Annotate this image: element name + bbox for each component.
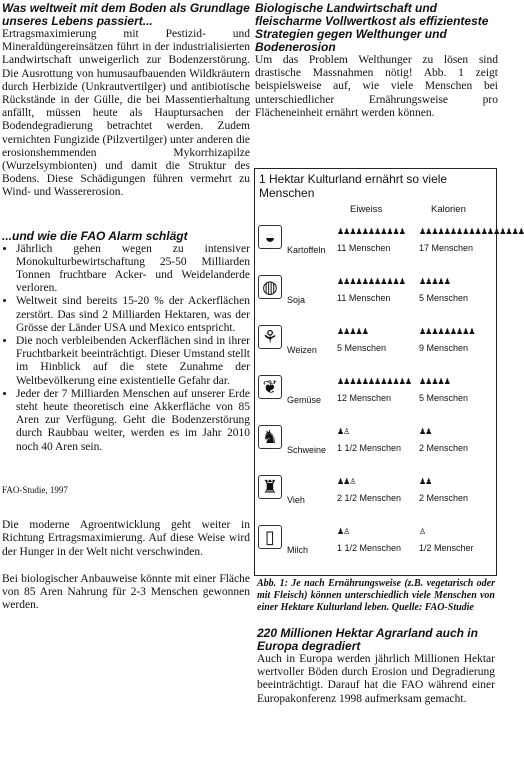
milk-icon: ▯ bbox=[258, 525, 282, 549]
table-row bbox=[255, 271, 496, 319]
row-label: Weizen bbox=[287, 345, 317, 355]
table-row bbox=[255, 371, 496, 419]
list-item: • Die noch verbleibenden Ackerflächen sind in ihrer Fruchtbarkeit beeinträchtigt. Dieser Umstand stellt im Hinblick auf die stete Zunahme der Weltbevölkerung eine existentielle Gefahr dar. bbox=[16, 335, 250, 388]
heading-bio-strategy: Biologische Landwirtschaft und fleischarme Vollwertkost als effizienteste Strategien gegen Welthunger und Bodenerosion bbox=[255, 1, 489, 54]
pig-icon: ♞ bbox=[258, 425, 282, 449]
paragraph-europe: Auch in Europa werden jährlich Millionen Hektar wertvoller Böden durch Erosion und Degradierung beeinträchtigt. Darauf hat die FAO während einer Europakonferenz 1998 aufmerksam gemacht. bbox=[257, 653, 495, 705]
paragraph-hunger: Um das Problem Welthunger zu lösen sind drastische Massnahmen nötig! Abb. 1 zeigt beispielsweise auf, wie viele Menschen bei unterschiedlicher Ernährungsweise pro Flächeneinheit ernährt werden können. bbox=[255, 54, 498, 119]
table-row bbox=[255, 521, 496, 569]
figure-title: 1 Hektar Kulturland ernährt so viele Menschen bbox=[259, 172, 448, 200]
heading-soil: Was weltweit mit dem Boden als Grundlage unseres Lebens passiert... bbox=[2, 1, 250, 28]
soy-icon: ◍ bbox=[258, 275, 282, 299]
calorie-value: 5 Menschen bbox=[419, 293, 469, 303]
table-row bbox=[255, 471, 496, 519]
list-item: • Jährlich gehen wegen zu intensiver Monokulturbewirtschaftung 25-50 Milliarden Tonnen fruchtbare Acker- und Weidelanderde verloren. bbox=[16, 243, 250, 296]
protein-people-icons: ♟♟♙ bbox=[337, 477, 356, 486]
protein-value: 12 Menschen bbox=[337, 393, 392, 403]
row-label: Milch bbox=[287, 545, 309, 555]
figure-caption: Abb. 1: Je nach Ernährungsweise (z.B. vegetarisch oder mit Fleisch) können unterschiedlich viele Menschen von einer Hektare Kulturland leben. Quelle: FAO-Studie bbox=[257, 578, 495, 613]
potato-icon: ◒ bbox=[258, 225, 282, 249]
protein-people-icons: ♟♙ bbox=[337, 427, 350, 436]
protein-people-icons: ♟♙ bbox=[337, 527, 350, 536]
calorie-people-icons: ♟♟ bbox=[419, 477, 432, 486]
table-row bbox=[255, 421, 496, 469]
list-item: • Weltweit sind bereits 15-20 % der Ackerflächen zerstört. Das sind 2 Milliarden Hektaren, was der Grösse der Länder USA und Mexico entspricht. bbox=[16, 295, 250, 335]
calorie-value: 2 Menschen bbox=[419, 443, 469, 453]
row-label: Soja bbox=[287, 295, 306, 305]
protein-people-icons: ♟♟♟♟♟♟♟♟♟♟♟ bbox=[337, 277, 405, 286]
heading-fao: ...und wie die FAO Alarm schlägt bbox=[2, 228, 188, 243]
column-header-protein: Eiweiss bbox=[350, 204, 383, 215]
wheat-icon: ⚘ bbox=[258, 325, 282, 349]
list-item: • Jeder der 7 Milliarden Menschen auf unserer Erde steht heute theoretisch eine Akkerfläche von 85 Aren zur Verfügung. Geht die Bodenzerstörung durch Raubbau weiter, werden es im Jahr 2010 noch 40 Aren sein. bbox=[16, 388, 250, 454]
calorie-people-icons: ♟♟♟♟♟♟♟♟♟ bbox=[419, 327, 475, 336]
source-note: FAO-Studie, 1997 bbox=[2, 484, 68, 495]
fao-bullet-list bbox=[2, 243, 250, 454]
protein-people-icons: ♟♟♟♟♟ bbox=[337, 327, 368, 336]
figure-hectare-nutrition bbox=[254, 168, 524, 576]
calorie-value: 2 Menschen bbox=[419, 493, 469, 503]
calorie-people-icons: ♟♟ bbox=[419, 427, 432, 436]
protein-value: 5 Menschen bbox=[337, 343, 387, 353]
protein-value: 1 1/2 Menschen bbox=[337, 543, 402, 553]
vegetable-icon: ❦ bbox=[258, 375, 282, 399]
protein-value: 2 1/2 Menschen bbox=[337, 493, 402, 503]
right-column bbox=[255, 0, 498, 120]
table-row bbox=[255, 321, 496, 369]
calorie-people-icons: ♟♟♟♟♟ bbox=[419, 377, 450, 386]
heading-europe: 220 Millionen Hektar Agrarland auch in Europa degradiert bbox=[257, 626, 478, 653]
protein-people-icons: ♟♟♟♟♟♟♟♟♟♟♟♟ bbox=[337, 377, 412, 386]
protein-value: 11 Menschen bbox=[337, 293, 391, 303]
row-label: Schweine bbox=[287, 445, 327, 455]
calorie-people-icons: ♟♟♟♟♟♟♟♟♟♟♟♟♟♟♟♟♟ bbox=[419, 227, 524, 236]
calorie-people-icons: ♟♟♟♟♟ bbox=[419, 277, 450, 286]
table-row bbox=[255, 221, 524, 269]
paragraph-bio: Bei biologischer Anbauweise könnte mit einer Fläche von 85 Aren Nahrung für 2-3 Menschen gewonnen werden. bbox=[2, 572, 250, 612]
protein-value: 1 1/2 Menschen bbox=[337, 443, 402, 453]
calorie-value: 1/2 Menscher bbox=[419, 543, 474, 553]
calorie-people-icons: ♙ bbox=[419, 527, 426, 536]
europe-section bbox=[257, 627, 495, 706]
row-label: Kartoffeln bbox=[287, 245, 326, 255]
paragraph-agro: Die moderne Agroentwicklung geht weiter in Richtung Ertragsmaximierung. Auf diese Weise wird der Hunger in der Welt nicht verschwinden. bbox=[2, 519, 250, 558]
row-label: Gemüse bbox=[287, 395, 322, 405]
protein-value: 11 Menschen bbox=[337, 243, 391, 253]
column-header-calories: Kalorien bbox=[431, 204, 466, 215]
calorie-value: 17 Menschen bbox=[419, 243, 474, 253]
left-column bbox=[2, 0, 250, 612]
protein-people-icons: ♟♟♟♟♟♟♟♟♟♟♟ bbox=[337, 227, 405, 236]
calorie-value: 5 Menschen bbox=[419, 393, 469, 403]
calorie-value: 9 Menschen bbox=[419, 343, 469, 353]
cattle-icon: ♜ bbox=[258, 475, 282, 499]
paragraph-soil: Ertragsmaximierung mit Pestizid- und Mineraldüngereinsätzen führt in der industrialisierten Landwirtschaft unweigerlich zur Bodenzerstörung. Die Ausrottung von humusaufbauenden Wildkräutern durch Herbizide (Unkrautvertilger) und antibiotische Rückstände in der Gülle, die bei Massentierhaltung anfällt, müssen heute als Hauptursachen der Bodendegradierung betrachtet werden. Zudem vernichten Fungizide (Pilzvertilger) unter anderen die erosionshemmenden Mykorrhizapilze (Wurzelsymbionten) und damit die Struktur des Bodens. Diese Schädigungen führen vermehrt zu Wind- und Wassererosion. bbox=[2, 28, 250, 199]
row-label: Vieh bbox=[287, 495, 305, 505]
